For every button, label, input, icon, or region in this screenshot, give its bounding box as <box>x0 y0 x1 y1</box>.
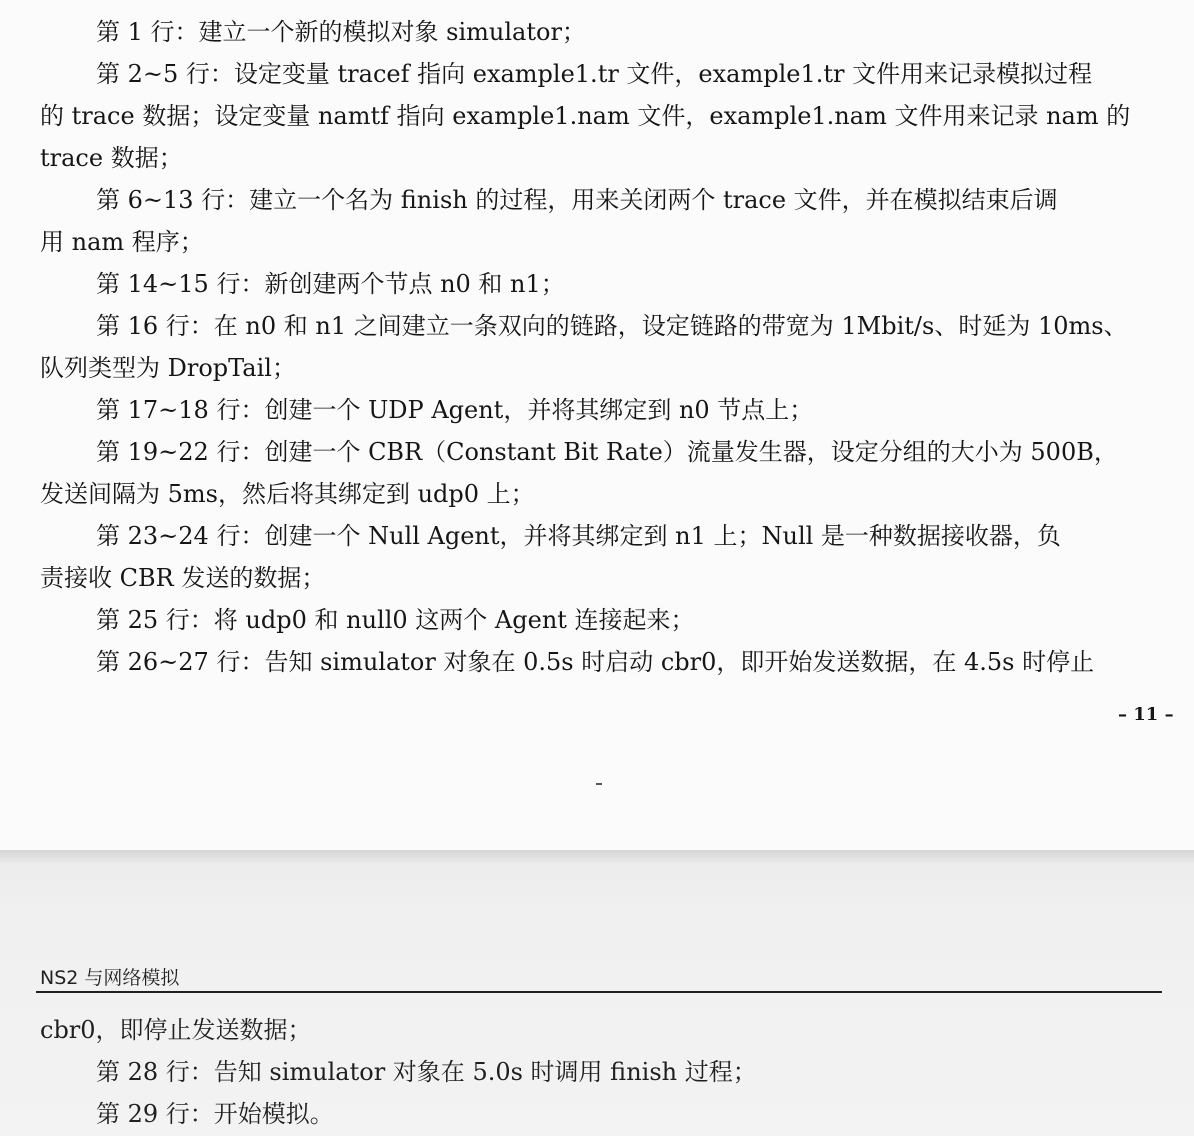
text-line: trace 数据； <box>40 144 183 172</box>
text-line: 用 nam 程序； <box>40 228 204 256</box>
page-12 <box>0 850 1194 1136</box>
text-line: 队列类型为 DropTail； <box>40 354 296 382</box>
text-line: 第 26~27 行：告知 simulator 对象在 0.5s 时启动 cbr0，即开始发送数据，在 4.5s 时停止 <box>96 648 1095 676</box>
text-line: 第 19~22 行：创建一个 CBR（Constant Bit Rate）流量发生器，设定分组的大小为 500B， <box>96 438 1118 466</box>
text-line: 第 1 行：建立一个新的模拟对象 simulator； <box>96 18 586 46</box>
running-header: NS2 与网络模拟 <box>40 967 180 989</box>
text-line: 发送间隔为 5ms，然后将其绑定到 udp0 上； <box>40 480 535 508</box>
scan-speck <box>596 783 602 785</box>
text-line: 的 trace 数据；设定变量 namtf 指向 example1.nam 文件，example1.nam 文件用来记录 nam 的 <box>40 102 1131 130</box>
text-line: 第 23~24 行：创建一个 Null Agent，并将其绑定到 n1 上；Null 是一种数据接收器，负 <box>96 522 1061 550</box>
header-rule <box>36 991 1162 993</box>
text-line: 第 25 行：将 udp0 和 null0 这两个 Agent 连接起来； <box>96 606 695 634</box>
text-line: 第 17~18 行：创建一个 UDP Agent，并将其绑定到 n0 节点上； <box>96 396 814 424</box>
text-line: 第 2~5 行：设定变量 tracef 指向 example1.tr 文件，example1.tr 文件用来记录模拟过程 <box>96 60 1093 88</box>
page-number: – 11 – <box>1118 704 1174 725</box>
text-line: 第 29 行：开始模拟。 <box>96 1100 334 1128</box>
text-line: 第 16 行：在 n0 和 n1 之间建立一条双向的链路，设定链路的带宽为 1Mbit/s、时延为 10ms、 <box>96 312 1128 340</box>
text-line: 第 28 行：告知 simulator 对象在 5.0s 时调用 finish 过程； <box>96 1058 757 1086</box>
text-line: 第 14~15 行：新创建两个节点 n0 和 n1； <box>96 270 565 298</box>
text-line: cbr0，即停止发送数据； <box>40 1016 312 1044</box>
text-line: 责接收 CBR 发送的数据； <box>40 564 326 592</box>
text-line: 第 6~13 行：建立一个名为 finish 的过程，用来关闭两个 trace 文件，并在模拟结束后调 <box>96 186 1058 214</box>
